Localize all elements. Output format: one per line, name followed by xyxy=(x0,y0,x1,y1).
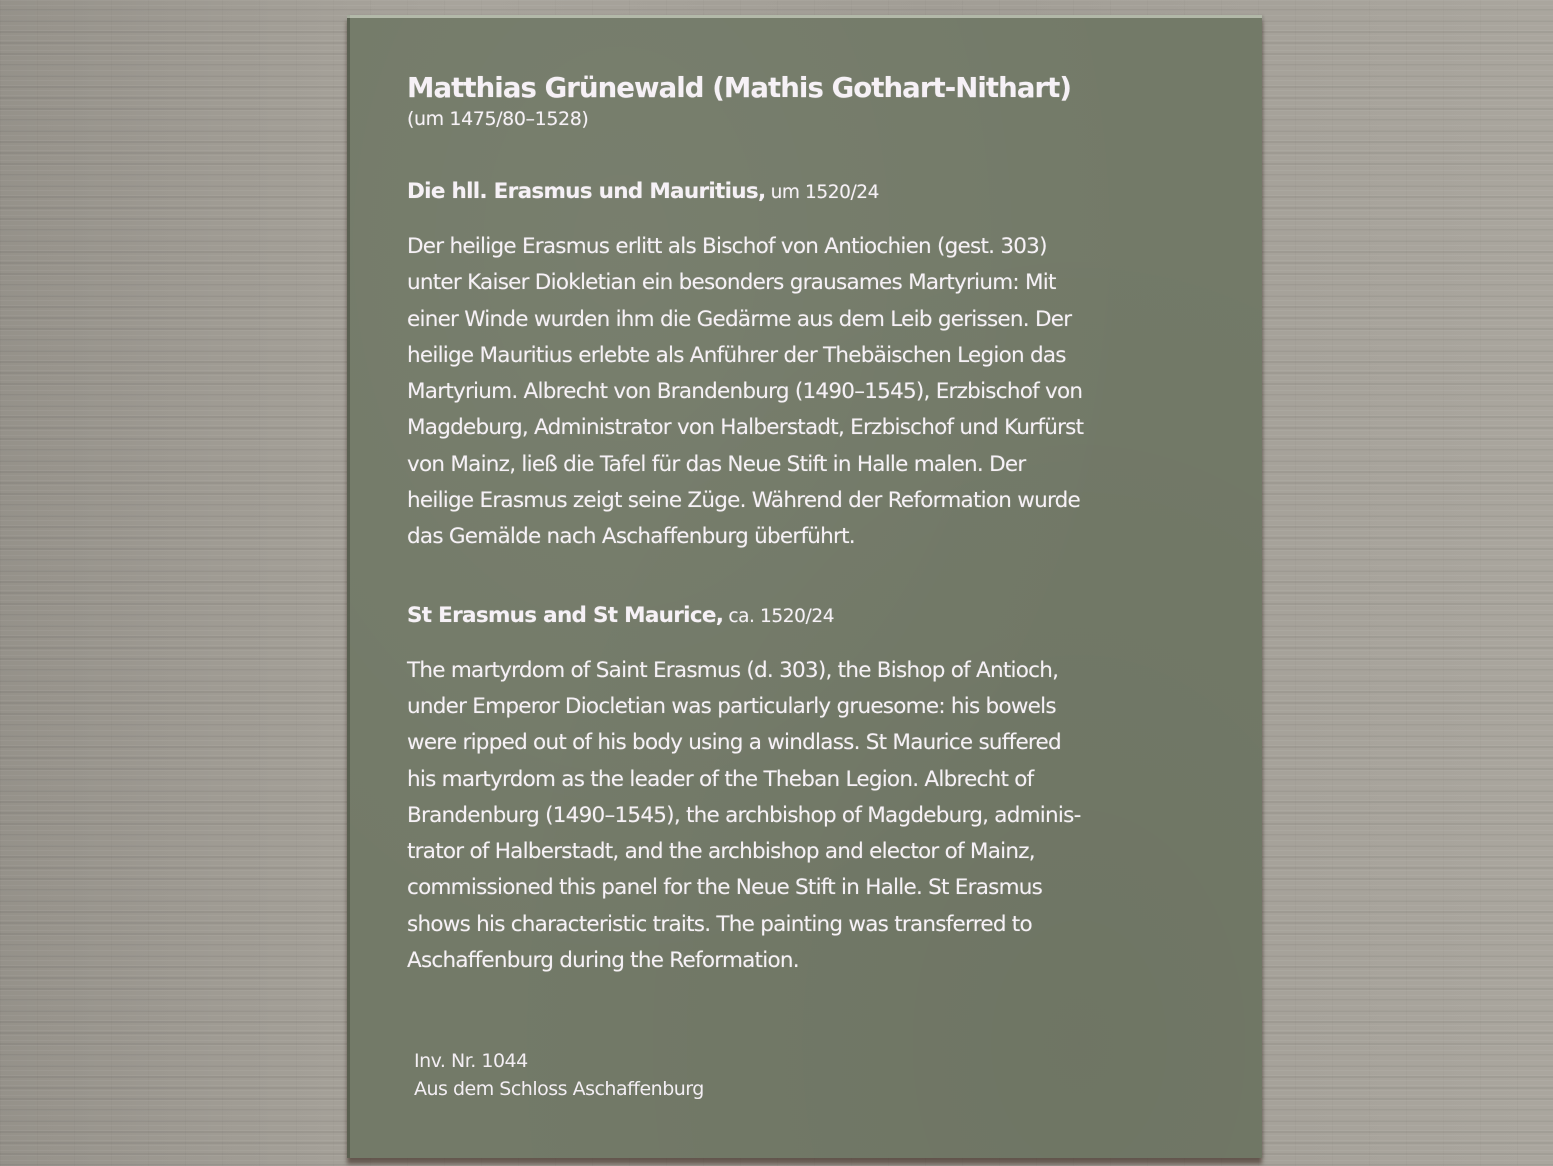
english-title-line xyxy=(407,601,1207,632)
german-description-line: heilige Mauritius erlebte als Anführer der Thebäischen Legion das xyxy=(407,342,1066,368)
english-description-line: shows his characteristic traits. The painting was transferred to xyxy=(407,911,1032,937)
german-title-line xyxy=(407,177,1207,208)
german-description-line: einer Winde wurden ihm die Gedärme aus dem Leib gerissen. Der xyxy=(407,306,1072,332)
german-description-line: von Mainz, ließ die Tafel für das Neue Stift in Halle malen. Der xyxy=(407,451,1026,477)
inventory-number: Inv. Nr. 1044 xyxy=(414,1050,528,1072)
provenance: Aus dem Schloss Aschaffenburg xyxy=(414,1078,704,1100)
wall-background xyxy=(0,0,350,1166)
english-work-title: St Erasmus and St Maurice, xyxy=(407,602,724,628)
german-description-line: unter Kaiser Diokletian ein besonders grausames Martyrium: Mit xyxy=(407,270,1056,296)
label-footer xyxy=(414,1047,704,1103)
english-description-line: Aschaffenburg during the Reformation. xyxy=(407,948,799,974)
english-description xyxy=(407,653,1207,980)
german-description-line: heilige Erasmus zeigt seine Züge. Während der Reformation wurde xyxy=(407,488,1081,514)
english-description-line: trator of Halberstadt, and the archbishop and elector of Mainz, xyxy=(407,839,1035,865)
english-description-line: The martyrdom of Saint Erasmus (d. 303), the Bishop of Antioch, xyxy=(407,657,1059,683)
english-description-line: under Emperor Diocletian was particularly gruesome: his bowels xyxy=(407,693,1056,719)
german-description-line: Martyrium. Albrecht von Brandenburg (1490–1545), Erzbischof von xyxy=(407,379,1083,405)
german-work-date: um 1520/24 xyxy=(770,182,880,203)
english-description-line: were ripped out of his body using a windlass. St Maurice suffered xyxy=(407,730,1061,756)
artist-name: Matthias Grünewald (Mathis Gothart-Nithart) xyxy=(407,72,1072,104)
english-description-line: his martyrdom as the leader of the Theban Legion. Albrecht of xyxy=(407,766,1034,792)
german-description-line: Magdeburg, Administrator von Halberstadt, Erzbischof und Kurfürst xyxy=(407,415,1084,441)
english-work-date: ca. 1520/24 xyxy=(728,605,835,627)
museum-label-panel xyxy=(347,15,1262,1158)
english-description-line: commissioned this panel for the Neue Stift in Halle. St Erasmus xyxy=(407,875,1043,901)
german-description-line: Der heilige Erasmus erlitt als Bischof von Antiochien (gest. 303) xyxy=(407,234,1047,259)
german-work-title: Die hll. Erasmus und Mauritius, xyxy=(407,179,766,204)
label-content xyxy=(407,70,1207,979)
german-description xyxy=(407,229,1207,556)
english-description-line: Brandenburg (1490–1545), the archbishop of Magdeburg, adminis- xyxy=(407,802,1081,828)
artist-dates: (um 1475/80–1528) xyxy=(407,108,589,130)
german-description-line: das Gemälde nach Aschaffenburg überführt. xyxy=(407,524,855,550)
